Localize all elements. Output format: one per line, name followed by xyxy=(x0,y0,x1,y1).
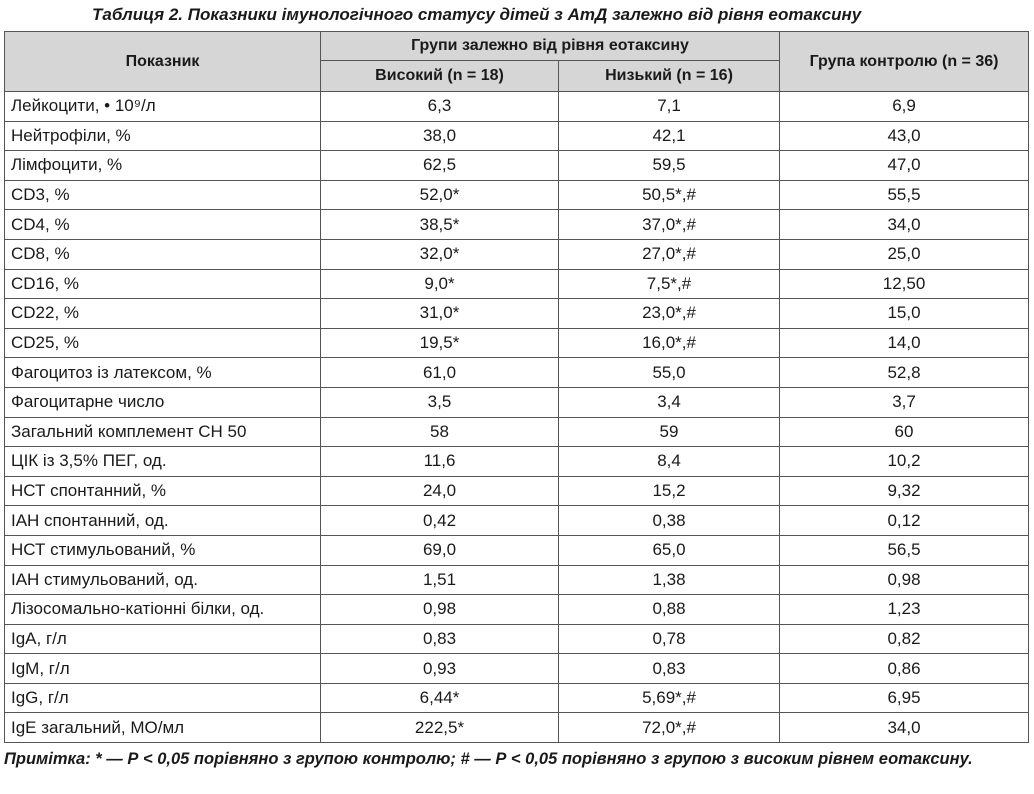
cell-high: 38,0 xyxy=(321,121,559,151)
cell-high: 6,3 xyxy=(321,92,559,122)
cell-low: 0,83 xyxy=(559,654,780,684)
cell-low: 5,69*,# xyxy=(559,683,780,713)
cell-low: 0,78 xyxy=(559,624,780,654)
table-row xyxy=(5,447,1029,477)
row-name: НСТ спонтанний, % xyxy=(5,476,321,506)
cell-low: 8,4 xyxy=(559,447,780,477)
row-name: Лейкоцити, • 10⁹/л xyxy=(5,92,321,122)
cell-high: 31,0* xyxy=(321,299,559,329)
row-name: Фагоцитоз із латексом, % xyxy=(5,358,321,388)
cell-high: 9,0* xyxy=(321,269,559,299)
cell-control: 56,5 xyxy=(780,535,1029,565)
header-high: Високий (n = 18) xyxy=(321,61,559,92)
cell-low: 55,0 xyxy=(559,358,780,388)
cell-low: 7,1 xyxy=(559,92,780,122)
cell-control: 9,32 xyxy=(780,476,1029,506)
cell-high: 62,5 xyxy=(321,151,559,181)
table-row xyxy=(5,476,1029,506)
cell-low: 50,5*,# xyxy=(559,180,780,210)
cell-low: 23,0*,# xyxy=(559,299,780,329)
row-name: ІАН стимульований, од. xyxy=(5,565,321,595)
cell-control: 52,8 xyxy=(780,358,1029,388)
cell-low: 0,88 xyxy=(559,595,780,625)
header-low: Низький (n = 16) xyxy=(559,61,780,92)
cell-control: 10,2 xyxy=(780,447,1029,477)
table-row xyxy=(5,417,1029,447)
table-row xyxy=(5,595,1029,625)
cell-control: 0,98 xyxy=(780,565,1029,595)
table-row xyxy=(5,269,1029,299)
cell-control: 55,5 xyxy=(780,180,1029,210)
table-row xyxy=(5,565,1029,595)
header-indicator: Показник xyxy=(5,32,321,92)
table-row xyxy=(5,387,1029,417)
cell-high: 222,5* xyxy=(321,713,559,743)
cell-low: 59,5 xyxy=(559,151,780,181)
header-groups: Групи залежно від рівня еотаксину xyxy=(321,32,780,61)
cell-control: 47,0 xyxy=(780,151,1029,181)
cell-low: 59 xyxy=(559,417,780,447)
cell-control: 0,12 xyxy=(780,506,1029,536)
row-name: IgG, г/л xyxy=(5,683,321,713)
row-name: IgM, г/л xyxy=(5,654,321,684)
cell-low: 65,0 xyxy=(559,535,780,565)
cell-high: 0,83 xyxy=(321,624,559,654)
cell-high: 3,5 xyxy=(321,387,559,417)
cell-control: 6,95 xyxy=(780,683,1029,713)
table-row xyxy=(5,624,1029,654)
cell-low: 42,1 xyxy=(559,121,780,151)
row-name: CD8, % xyxy=(5,239,321,269)
cell-high: 52,0* xyxy=(321,180,559,210)
cell-high: 61,0 xyxy=(321,358,559,388)
cell-low: 0,38 xyxy=(559,506,780,536)
cell-control: 0,86 xyxy=(780,654,1029,684)
row-name: CD4, % xyxy=(5,210,321,240)
table-row xyxy=(5,239,1029,269)
table-row xyxy=(5,713,1029,743)
cell-low: 27,0*,# xyxy=(559,239,780,269)
cell-high: 69,0 xyxy=(321,535,559,565)
row-name: Загальний комплемент СН 50 xyxy=(5,417,321,447)
row-name: CD3, % xyxy=(5,180,321,210)
cell-control: 3,7 xyxy=(780,387,1029,417)
cell-control: 60 xyxy=(780,417,1029,447)
table-row xyxy=(5,654,1029,684)
cell-control: 1,23 xyxy=(780,595,1029,625)
table-row xyxy=(5,506,1029,536)
table-note: Примітка: * — Р < 0,05 порівняно з групою контролю; # — Р < 0,05 порівняно з групою з високим рівнем еотаксину. xyxy=(4,750,973,768)
row-name: Фагоцитарне число xyxy=(5,387,321,417)
table-row xyxy=(5,328,1029,358)
cell-high: 6,44* xyxy=(321,683,559,713)
row-name: ЦІК із 3,5% ПЕГ, од. xyxy=(5,447,321,477)
immunology-table xyxy=(4,31,1029,743)
cell-low: 3,4 xyxy=(559,387,780,417)
table-row xyxy=(5,210,1029,240)
cell-control: 14,0 xyxy=(780,328,1029,358)
cell-low: 1,38 xyxy=(559,565,780,595)
row-name: ІАН спонтанний, од. xyxy=(5,506,321,536)
table-caption: Таблиця 2. Показники імунологічного статусу дітей з АтД залежно від рівня еотаксину xyxy=(92,5,862,24)
table-row xyxy=(5,180,1029,210)
table-row xyxy=(5,151,1029,181)
cell-low: 37,0*,# xyxy=(559,210,780,240)
cell-high: 24,0 xyxy=(321,476,559,506)
cell-high: 58 xyxy=(321,417,559,447)
cell-control: 12,50 xyxy=(780,269,1029,299)
table-row xyxy=(5,358,1029,388)
row-name: CD16, % xyxy=(5,269,321,299)
table-row xyxy=(5,121,1029,151)
cell-high: 1,51 xyxy=(321,565,559,595)
cell-control: 0,82 xyxy=(780,624,1029,654)
table-row xyxy=(5,299,1029,329)
row-name: IgA, г/л xyxy=(5,624,321,654)
cell-high: 32,0* xyxy=(321,239,559,269)
header-control: Група контролю (n = 36) xyxy=(780,32,1029,92)
cell-low: 72,0*,# xyxy=(559,713,780,743)
cell-control: 6,9 xyxy=(780,92,1029,122)
cell-control: 43,0 xyxy=(780,121,1029,151)
row-name: Лізосомально-катіонні білки, од. xyxy=(5,595,321,625)
row-name: НСТ стимульований, % xyxy=(5,535,321,565)
cell-control: 34,0 xyxy=(780,713,1029,743)
table-row xyxy=(5,535,1029,565)
cell-control: 15,0 xyxy=(780,299,1029,329)
cell-low: 16,0*,# xyxy=(559,328,780,358)
row-name: Лімфоцити, % xyxy=(5,151,321,181)
cell-high: 11,6 xyxy=(321,447,559,477)
table-body xyxy=(5,92,1029,743)
row-name: Нейтрофіли, % xyxy=(5,121,321,151)
cell-control: 25,0 xyxy=(780,239,1029,269)
cell-high: 19,5* xyxy=(321,328,559,358)
row-name: IgE загальний, МО/мл xyxy=(5,713,321,743)
table-row xyxy=(5,683,1029,713)
cell-high: 0,93 xyxy=(321,654,559,684)
row-name: CD22, % xyxy=(5,299,321,329)
cell-control: 34,0 xyxy=(780,210,1029,240)
cell-high: 38,5* xyxy=(321,210,559,240)
row-name: CD25, % xyxy=(5,328,321,358)
cell-high: 0,98 xyxy=(321,595,559,625)
cell-low: 15,2 xyxy=(559,476,780,506)
table-row xyxy=(5,92,1029,122)
cell-low: 7,5*,# xyxy=(559,269,780,299)
cell-high: 0,42 xyxy=(321,506,559,536)
